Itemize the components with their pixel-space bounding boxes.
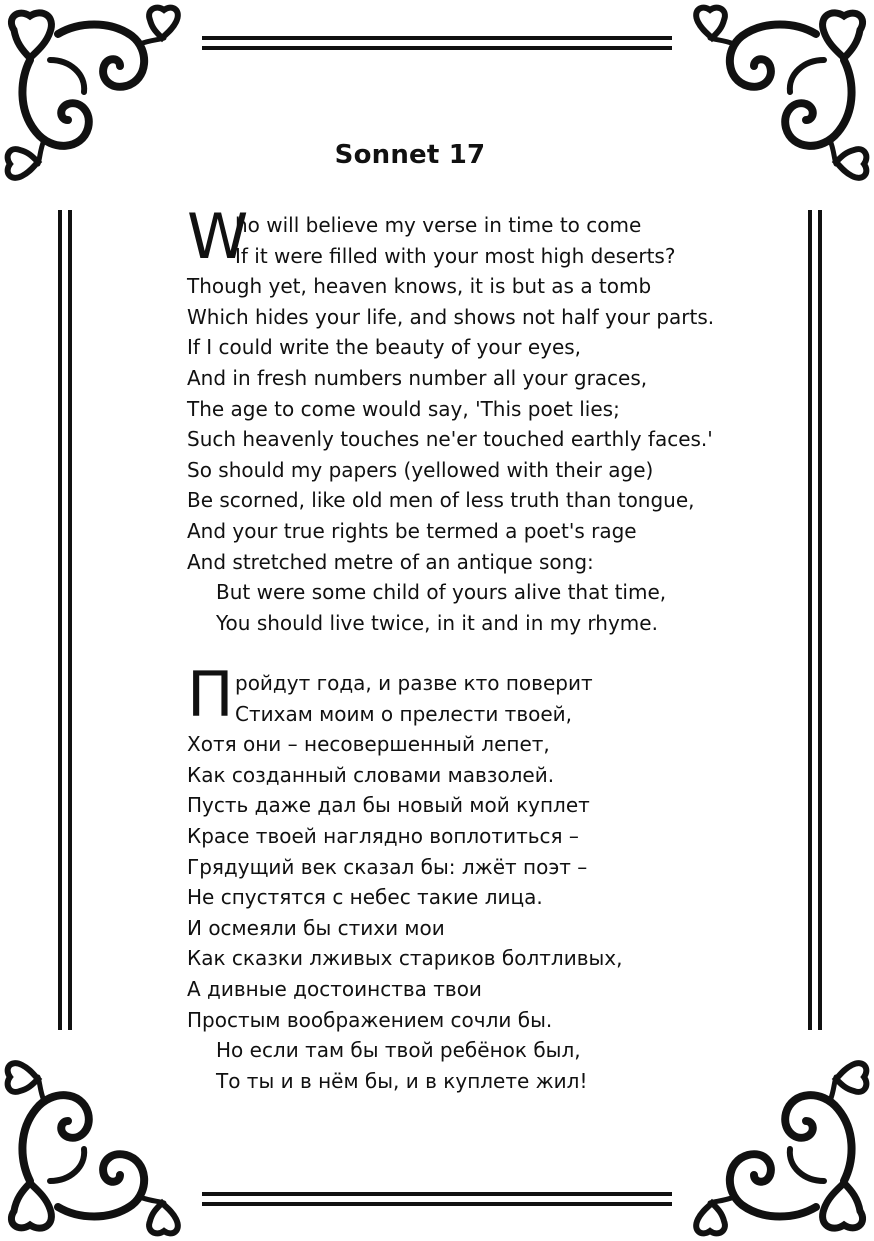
poem-line: Простым воображением сочли бы. [187,1007,553,1032]
poem-line: Such heavenly touches ne'er touched earthly faces.' [187,427,713,452]
poem-line: So should my papers (yellowed with their age) [187,457,654,482]
poem-line: And stretched metre of an antique song: [187,549,594,574]
poem-line: А дивные достоинства твои [187,976,482,1001]
poem-line: The age to come would say, 'This poet lies; [187,396,620,421]
poem-line: Грядущий век сказал бы: лжёт поэт – [187,854,588,879]
drop-cap: W [187,200,249,273]
first-line-rest: ройдут года, и разве кто поверит [235,671,593,695]
poem-line: And in fresh numbers number all your graces, [187,365,648,390]
first-line-rest: ho will believe my verse in time to come [235,213,642,237]
couplet-line: But were some child of yours alive that time, [216,580,667,605]
couplet-line: То ты и в нём бы, и в куплете жил! [216,1068,588,1093]
page-title: Sonnet 17 [334,140,486,170]
poem-line: Though yet, heaven knows, it is but as a tomb [187,274,652,299]
drop-cap: П [187,658,234,731]
english-sonnet [187,200,747,638]
russian-sonnet [187,658,747,1096]
couplet-line: Но если там бы твой ребёнок был, [216,1038,581,1063]
couplet-line: You should live twice, in it and in my rhyme. [216,610,658,635]
poem-line: И осмеяли бы стихи мои [187,915,445,940]
poem-line: Как сказки лживых стариков болтливых, [187,946,623,971]
poem-line: Пусть даже дал бы новый мой куплет [187,793,590,818]
poem-line: Стихам моим о прелести твоей, [235,701,573,726]
poem-line: Which hides your life, and shows not half your parts. [187,304,715,329]
poem-line: Хотя они – несовершенный лепет, [187,732,550,757]
poem-line: And your true rights be termed a poet's rage [187,518,637,543]
poem-line: Be scorned, like old men of less truth than tongue, [187,488,695,513]
scroll-ornament-icon [8,1063,178,1233]
poem-line: If I could write the beauty of your eyes, [187,335,582,360]
poem-line: If it were filled with your most high deserts? [235,243,676,268]
poem-line: Красе твоей наглядно воплотиться – [187,823,579,848]
poem-line: Не спустятся с небес такие лица. [187,885,543,910]
poem-line: Как созданный словами мавзолей. [187,762,555,787]
